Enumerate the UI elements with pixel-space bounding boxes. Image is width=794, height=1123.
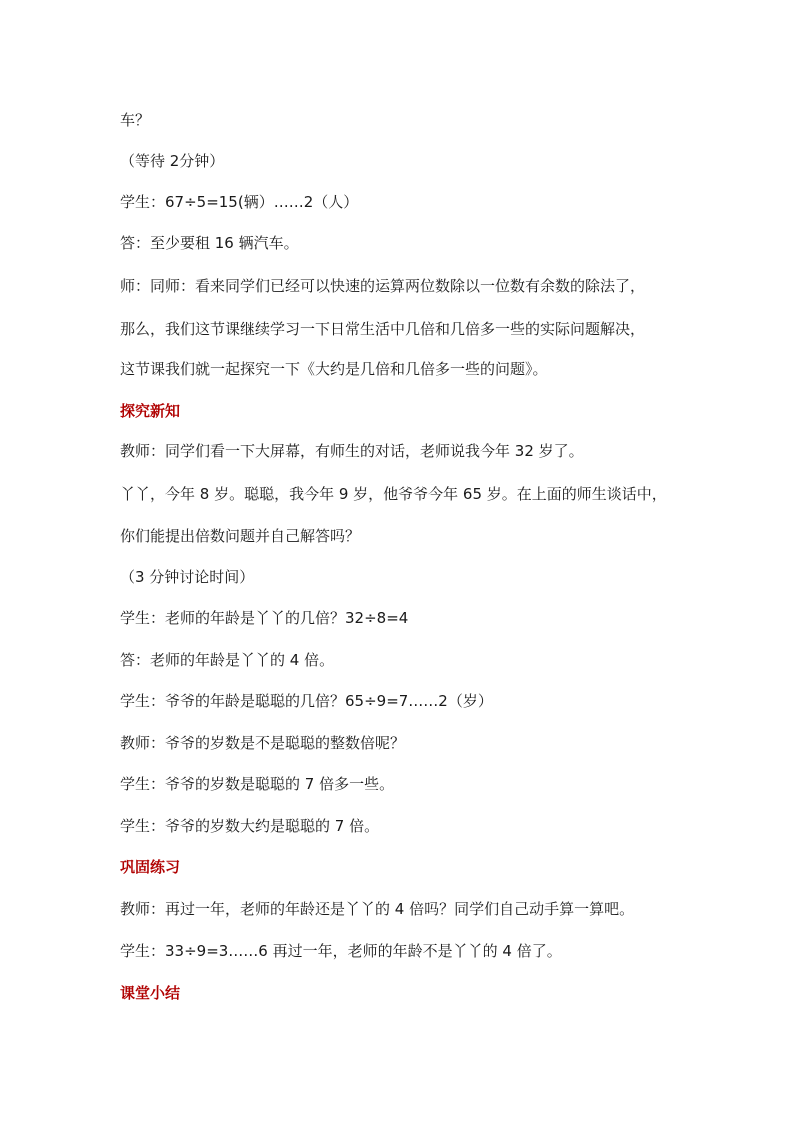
section-heading: 探究新知 bbox=[120, 402, 181, 420]
text-line: 教师：爷爷的岁数是不是聪聪的整数倍呢？ bbox=[120, 734, 406, 752]
text-line: 你们能提出倍数问题并自己解答吗？ bbox=[120, 527, 361, 545]
text-line: 学生：爷爷的岁数大约是聪聪的 7 倍。 bbox=[120, 817, 380, 835]
text-line: 答：老师的年龄是丫丫的 4 倍。 bbox=[120, 651, 335, 669]
text-line: 教师：同学们看一下大屏幕，有师生的对话，老师说我今年 32 岁了。 bbox=[120, 442, 584, 460]
text-line: 学生：33÷9=3……6 再过一年，老师的年龄不是丫丫的 4 倍了。 bbox=[120, 942, 562, 960]
section-heading: 课堂小结 bbox=[120, 984, 181, 1002]
text-line: （3 分钟讨论时间） bbox=[120, 568, 255, 586]
text-line: 学生：爷爷的岁数是聪聪的 7 倍多一些。 bbox=[120, 775, 395, 793]
text-line: 这节课我们就一起探究一下《大约是几倍和几倍多一些的问题》。 bbox=[120, 360, 548, 378]
text-line: 那么，我们这节课继续学习一下日常生活中几倍和几倍多一些的实际问题解决， bbox=[120, 320, 646, 338]
section-heading: 巩固练习 bbox=[120, 858, 181, 876]
text-line: 学生：67÷5=15(辆）……2（人） bbox=[120, 193, 359, 211]
text-line: 丫丫，今年 8 岁。聪聪，我今年 9 岁，他爷爷今年 65 岁。在上面的师生谈话中， bbox=[120, 485, 667, 503]
text-line: 教师：再过一年，老师的年龄还是丫丫的 4 倍吗？同学们自己动手算一算吧。 bbox=[120, 900, 635, 918]
text-line: 师：同师：看来同学们已经可以快速的运算两位数除以一位数有余数的除法了， bbox=[120, 277, 646, 295]
text-line: （等待 2分钟） bbox=[120, 152, 225, 170]
text-line: 学生：老师的年龄是丫丫的几倍？32÷8=4 bbox=[120, 609, 409, 627]
text-line: 学生：爷爷的年龄是聪聪的几倍？65÷9=7……2（岁） bbox=[120, 692, 493, 710]
text-line: 答：至少要租 16 辆汽车。 bbox=[120, 234, 299, 252]
text-line: 车？ bbox=[120, 111, 151, 129]
